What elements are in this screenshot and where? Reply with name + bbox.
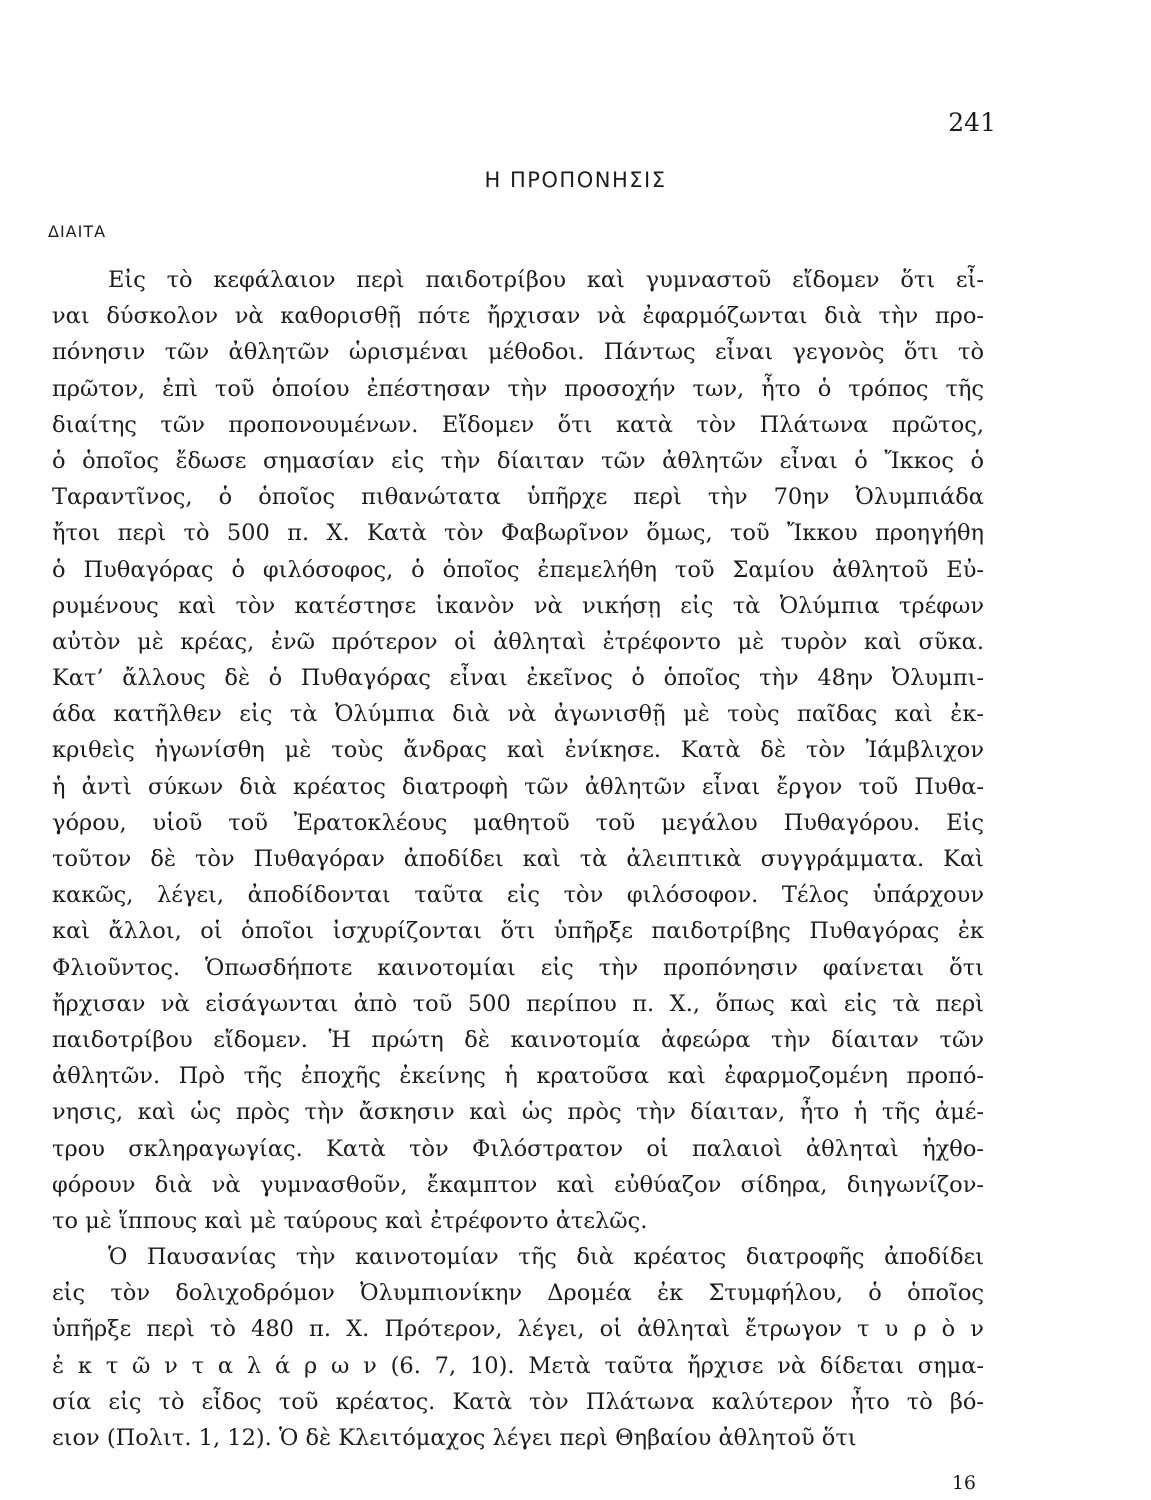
- text-line: Εἰς τὸ κεφάλαιον περὶ παιδοτρίβου καὶ γυμναστοῦ εἴδομεν ὅτι εἶ-: [108, 267, 984, 293]
- signature-number: 16: [951, 1472, 976, 1494]
- text-line: τρου σκληραγωγίας. Κατὰ τὸν Φιλόστρατον οἱ παλαιοὶ ἀθληταὶ ἠχθο-: [52, 1135, 984, 1162]
- text-line: παιδοτρίβου εἴδομεν. Ἡ πρώτη δὲ καινοτομία ἀφεώρα τὴν δίαιταν τῶν: [52, 1026, 984, 1053]
- text-line: φόρουν διὰ νὰ γυμνασθοῦν, ἔκαμπτον καὶ εὐθύαζον σίδηρα, διηγωνίζον-: [52, 1171, 984, 1198]
- text-line: ὁ Πυθαγόρας ὁ φιλόσοφος, ὁ ὁποῖος ἐπεμελήθη τοῦ Σαμίου ἀθλητοῦ Εὐ-: [52, 556, 984, 583]
- text-line: ειον (Πολιτ. 1, 12). Ὁ δὲ Κλειτόμαχος λέγει περὶ Θηβαίου ἀθλητοῦ ὅτι: [52, 1425, 857, 1451]
- text-line: κριθεὶς ἠγωνίσθη μὲ τοὺς ἄνδρας καὶ ἐνίκησε. Κατὰ δὲ τὸν Ἰάμβλιχον: [52, 737, 984, 764]
- text-line: σία εἰς τὸ εἶδος τοῦ κρέατος. Κατὰ τὸν Πλάτωνα καλύτερον ἦτο τὸ βό-: [52, 1388, 984, 1415]
- text-line: νησις, καὶ ὡς πρὸς τὴν ἄσκησιν καὶ ὡς πρὸς τὴν δίαιταν, ἦτο ἡ τῆς ἀμέ-: [52, 1099, 984, 1126]
- text-line: ναι δύσκολον νὰ καθορισθῇ πότε ἤρχισαν νὰ ἐφαρμόζωνται διὰ τὴν προ-: [52, 303, 984, 330]
- text-line: καὶ ἄλλοι, οἱ ὁποῖοι ἰσχυρίζονται ὅτι ὑπῆρξε παιδοτρίβης Πυθαγόρας ἐκ: [52, 918, 984, 945]
- text-line: ἀθλητῶν. Πρὸ τῆς ἐποχῆς ἐκείνης ἡ κρατοῦσα καὶ ἐφαρμοζομένη προπό-: [52, 1063, 984, 1090]
- text-line: άδα κατῆλθεν εἰς τὰ Ὀλύμπια διὰ νὰ ἀγωνισθῇ μὲ τοὺς παῖδας καὶ ἐκ-: [52, 701, 984, 728]
- text-line: ἤρχισαν νὰ εἰσάγωνται ἀπὸ τοῦ 500 περίπου π. Χ., ὅπως καὶ εἰς τὰ περὶ: [52, 990, 984, 1017]
- text-line: πόνησιν τῶν ἀθλητῶν ὡρισμέναι μέθοδοι. Πάντως εἶναι γεγονὸς ὅτι τὸ: [52, 339, 984, 366]
- text-line: Φλιοῦντος. Ὁπωσδήποτε καινοτομίαι εἰς τὴν προπόνησιν φαίνεται ὅτι: [52, 954, 984, 981]
- text-line: ἡ ἀντὶ σύκων διὰ κρέατος διατροφὴ τῶν ἀθλητῶν εἶναι ἔργον τοῦ Πυθα-: [52, 773, 984, 800]
- text-line: διαίτης τῶν προπονουμένων. Εἴδομεν ὅτι κατὰ τὸν Πλάτωνα πρῶτος,: [52, 411, 984, 438]
- text-line: κακῶς, λέγει, ἀποδίδονται ταῦτα εἰς τὸν φιλόσοφον. Τέλος ὑπάρχουν: [52, 882, 984, 909]
- text-line: Ὁ Παυσανίας τὴν καινοτομίαν τῆς διὰ κρέατος διατροφῆς ἀποδίδει: [108, 1244, 984, 1271]
- text-line: γόρου, υἱοῦ τοῦ Ἐρατοκλέους μαθητοῦ τοῦ μεγάλου Πυθαγόρου. Εἰς: [52, 809, 984, 836]
- page-number: 241: [948, 108, 996, 137]
- text-line: ἤτοι περὶ τὸ 500 π. Χ. Κατὰ τὸν Φαβωρῖνον ὅμως, τοῦ Ἴκκου προηγήθη: [52, 520, 984, 547]
- text-line: εἰς τὸν δολιχοδρόμον Ὀλυμπιονίκην Δρομέα ἐκ Στυμφήλου, ὁ ὁποῖος: [52, 1280, 984, 1307]
- section-heading: ΔΙΑΙΤΑ: [48, 222, 107, 241]
- text-line: τοῦτον δὲ τὸν Πυθαγόραν ἀποδίδει καὶ τὰ ἀλειπτικὰ συγγράμματα. Καὶ: [52, 846, 984, 872]
- text-line: αὐτὸν μὲ κρέας, ἐνῶ πρότερον οἱ ἀθληταὶ ἐτρέφοντο μὲ τυρὸν καὶ σῦκα.: [52, 628, 984, 655]
- text-line: Ταραντῖνος, ὁ ὁποῖος πιθανώτατα ὑπῆρχε περὶ τὴν 70ην Ὀλυμπιάδα: [52, 484, 984, 511]
- body-text: [52, 262, 984, 1456]
- text-line: ρυμένους καὶ τὸν κατέστησε ἱκανὸν νὰ νικήσῃ εἰς τὰ Ὀλύμπια τρέφων: [52, 592, 984, 619]
- text-line: το μὲ ἵππους καὶ μὲ ταύρους καὶ ἐτρέφοντο ἀτελῶς.: [52, 1207, 648, 1234]
- text-line: ὑπῆρξε περὶ τὸ 480 π. Χ. Πρότερον, λέγει, οἱ ἀθληταὶ ἔτρωγον τ υ ρ ὸ ν: [52, 1316, 984, 1343]
- text-line: πρῶτον, ἐπὶ τοῦ ὁποίου ἐπέστησαν τὴν προσοχήν των, ἦτο ὁ τρόπος τῆς: [52, 375, 984, 402]
- text-line: ἐ κ τ ῶ ν τ α λ ά ρ ω ν (6. 7, 10). Μετὰ ταῦτα ἤρχισε νὰ δίδεται σημα-: [52, 1352, 984, 1379]
- chapter-title: Η ΠΡΟΠΟΝΗΣΙΣ: [484, 168, 667, 192]
- text-line: Κατ’ ἄλλους δὲ ὁ Πυθαγόρας εἶναι ἐκεῖνος ὁ ὁποῖος τὴν 48ην Ὀλυμπι-: [52, 665, 984, 692]
- text-line: ὁ ὁποῖος ἔδωσε σημασίαν εἰς τὴν δίαιταν τῶν ἀθλητῶν εἶναι ὁ Ἴκκος ὁ: [52, 447, 984, 474]
